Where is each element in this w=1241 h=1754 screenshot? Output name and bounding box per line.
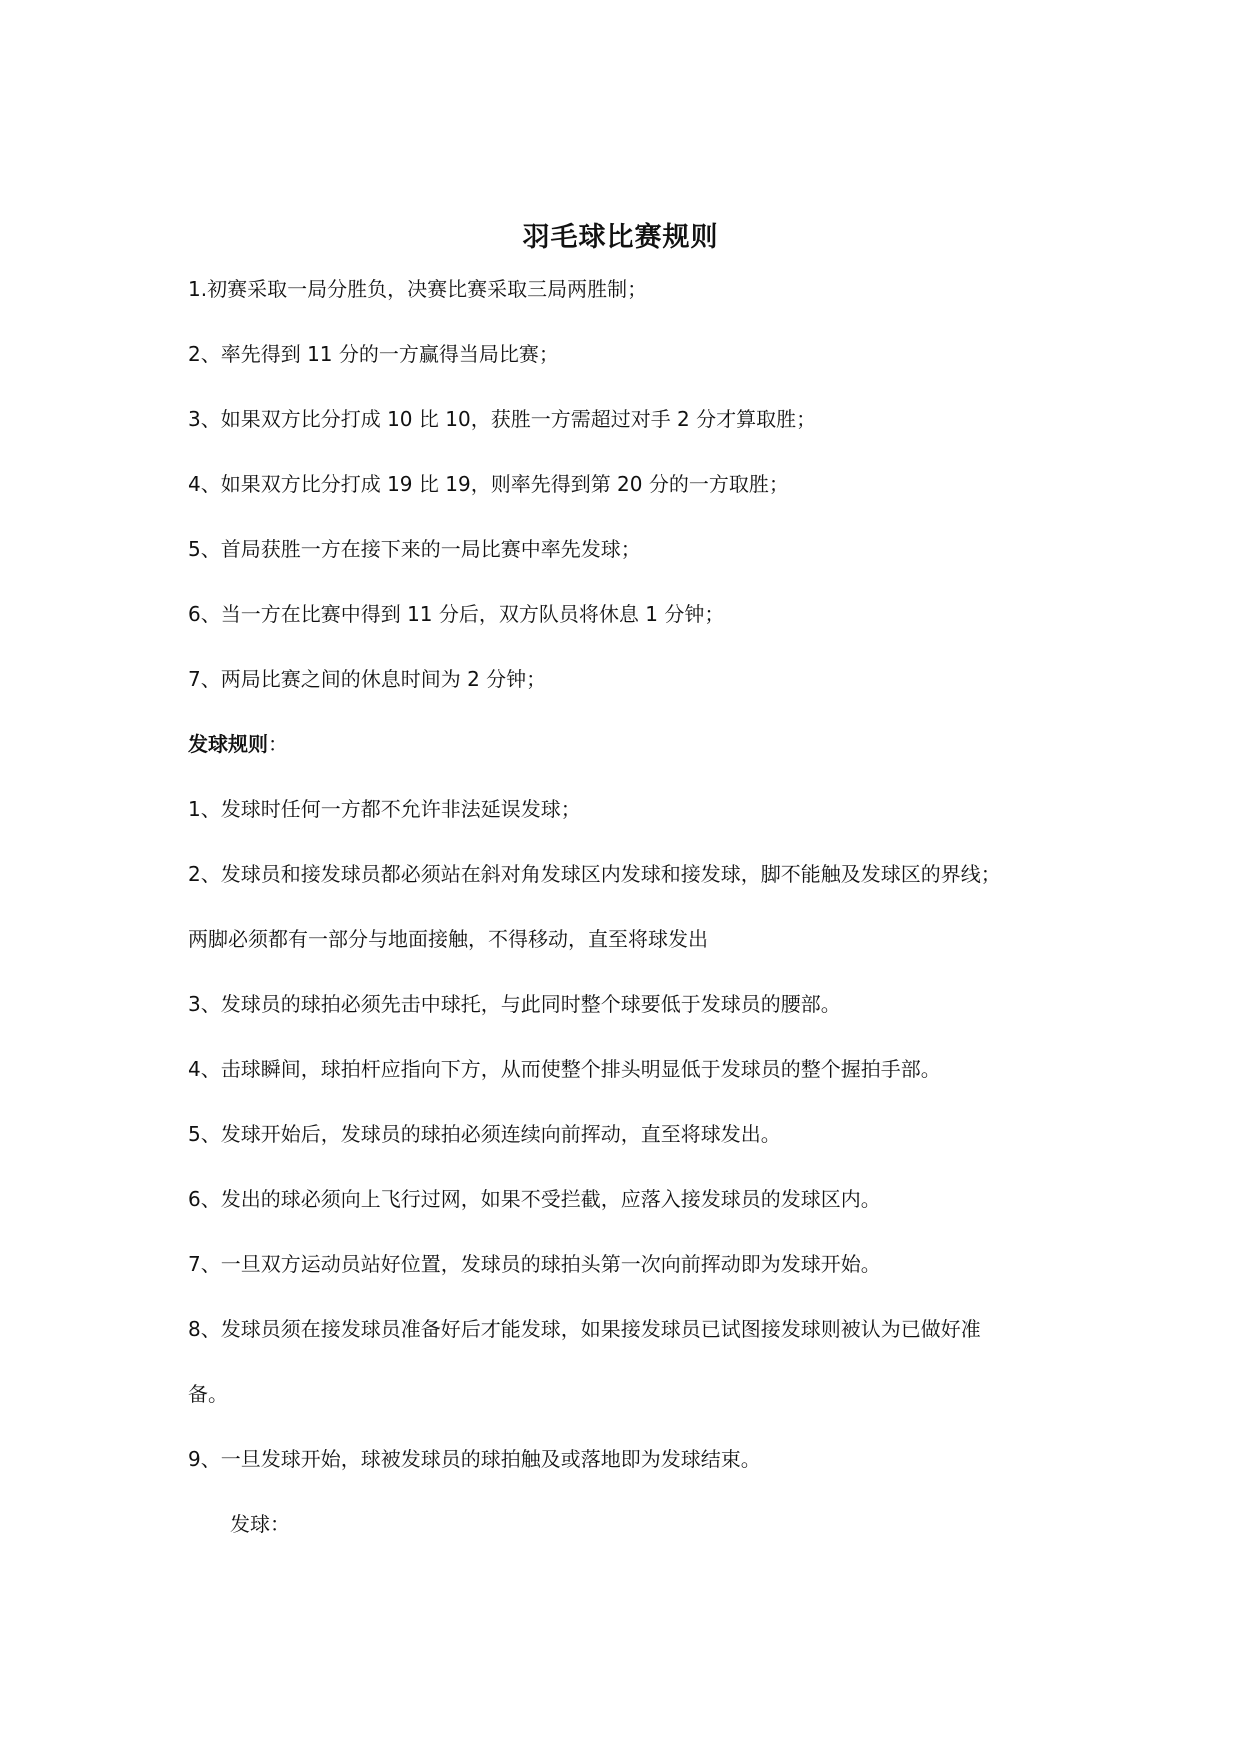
serve-rule-line-2-cont: 两脚必须都有一部分与地面接触，不得移动，直至将球发出 bbox=[188, 927, 708, 951]
serve-heading-text: 发球规则 bbox=[188, 732, 268, 756]
serve-label: 发球： bbox=[230, 1512, 290, 1536]
serve-rule-line-3: 3、发球员的球拍必须先击中球托，与此同时整个球要低于发球员的腰部。 bbox=[188, 992, 841, 1016]
serve-rule-line-4: 4、击球瞬间，球拍杆应指向下方，从而使整个排头明显低于发球员的整个握拍手部。 bbox=[188, 1057, 941, 1081]
rule-line-7: 7、两局比赛之间的休息时间为 2 分钟； bbox=[188, 667, 547, 691]
serve-rule-line-1: 1、发球时任何一方都不允许非法延误发球； bbox=[188, 797, 581, 821]
rule-line-3: 3、如果双方比分打成 10 比 10，获胜一方需超过对手 2 分才算取胜； bbox=[188, 407, 817, 431]
rule-line-5: 5、首局获胜一方在接下来的一局比赛中率先发球； bbox=[188, 537, 641, 561]
serve-rule-line-2: 2、发球员和接发球员都必须站在斜对角发球区内发球和接发球，脚不能触及发球区的界线； bbox=[188, 862, 1001, 886]
serve-rule-line-5: 5、发球开始后，发球员的球拍必须连续向前挥动，直至将球发出。 bbox=[188, 1122, 781, 1146]
document-title: 羽毛球比赛规则 bbox=[522, 222, 719, 253]
rule-line-6: 6、当一方在比赛中得到 11 分后，双方队员将休息 1 分钟； bbox=[188, 602, 725, 626]
serve-rule-line-8-cont: 备。 bbox=[188, 1382, 228, 1406]
serve-rule-line-6: 6、发出的球必须向上飞行过网，如果不受拦截，应落入接发球员的发球区内。 bbox=[188, 1187, 881, 1211]
serve-heading bbox=[188, 730, 288, 758]
serve-rule-line-8: 8、发球员须在接发球员准备好后才能发球，如果接发球员已试图接发球则被认为已做好准 bbox=[188, 1317, 981, 1341]
serve-heading-colon: ： bbox=[268, 732, 288, 756]
serve-rule-line-9: 9、一旦发球开始，球被发球员的球拍触及或落地即为发球结束。 bbox=[188, 1447, 761, 1471]
rule-line-2: 2、率先得到 11 分的一方赢得当局比赛； bbox=[188, 342, 559, 366]
serve-rule-line-7: 7、一旦双方运动员站好位置，发球员的球拍头第一次向前挥动即为发球开始。 bbox=[188, 1252, 881, 1276]
rule-line-4: 4、如果双方比分打成 19 比 19，则率先得到第 20 分的一方取胜； bbox=[188, 472, 789, 496]
rule-line-1: 1.初赛采取一局分胜负，决赛比赛采取三局两胜制； bbox=[188, 277, 648, 301]
